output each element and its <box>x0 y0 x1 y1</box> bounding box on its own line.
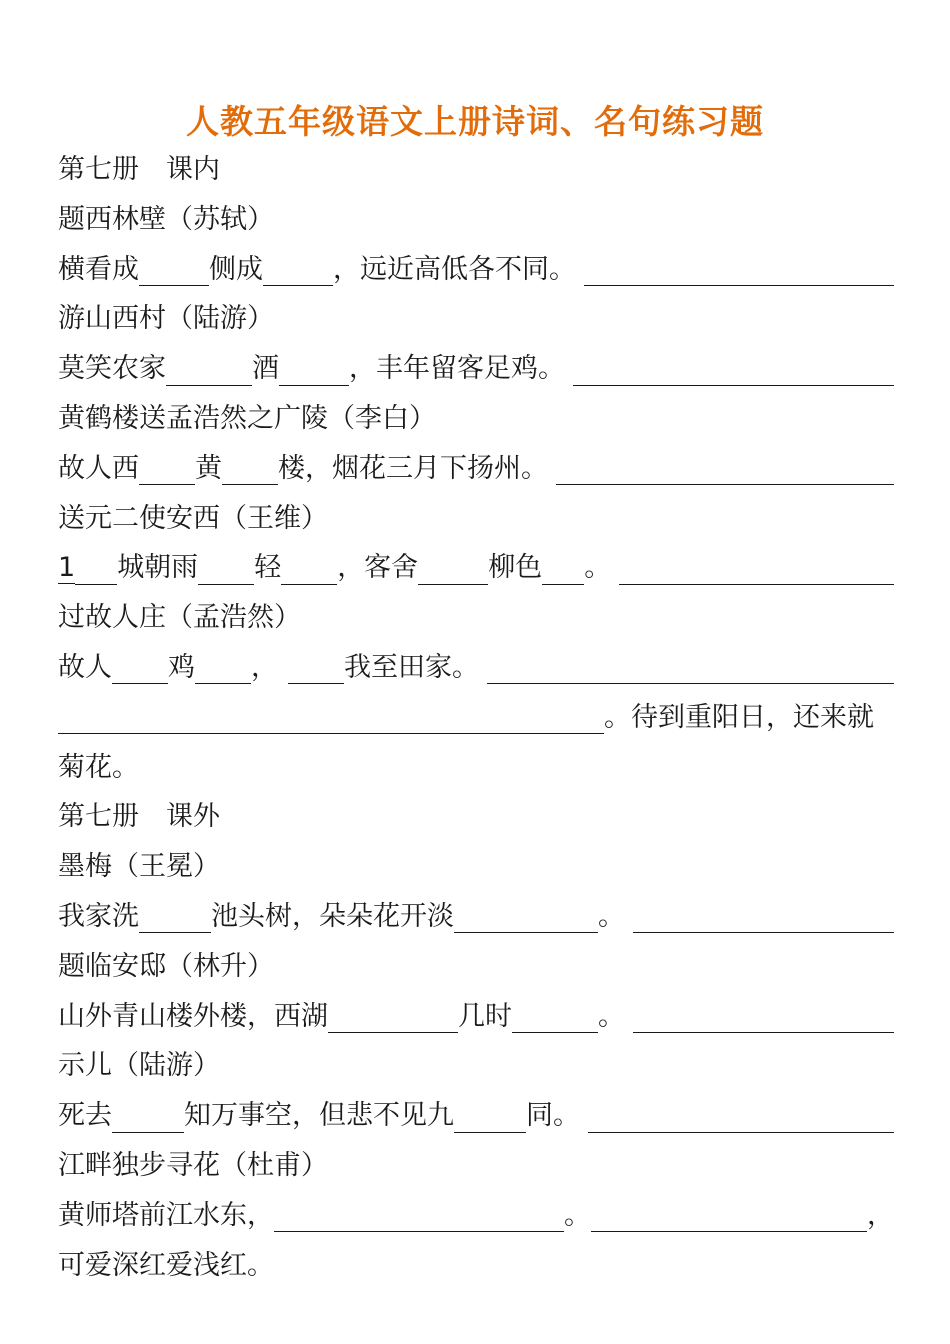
answer-blank[interactable] <box>75 554 117 585</box>
answer-blank[interactable] <box>274 1201 564 1232</box>
answer-blank[interactable] <box>633 902 894 933</box>
answer-blank[interactable] <box>263 255 333 286</box>
answer-blank[interactable] <box>139 255 209 286</box>
exercise-line: 1 城朝雨 轻 ，客舍 柳色 。 <box>58 543 894 593</box>
answer-blank[interactable] <box>573 355 894 386</box>
answer-blank[interactable] <box>279 355 349 386</box>
answer-blank[interactable] <box>584 255 894 286</box>
exercise-line: 菊花。 <box>58 751 139 783</box>
answer-blank[interactable] <box>487 653 894 684</box>
answer-blank[interactable] <box>222 454 278 485</box>
exercise-line: 我家洗 池头树，朵朵花开淡 。 <box>58 892 894 942</box>
answer-blank[interactable] <box>198 554 254 585</box>
answer-blank[interactable] <box>512 1002 598 1033</box>
answer-blank[interactable] <box>139 454 195 485</box>
answer-blank[interactable] <box>454 902 598 933</box>
section-heading <box>58 145 894 195</box>
answer-blank[interactable] <box>633 1002 894 1033</box>
exercise-line: 。待到重阳日，还来就 <box>58 693 894 743</box>
page-title: 人教五年级语文上册诗词、名句练习题 <box>186 102 764 141</box>
exercise-line: 横看成 侧成 ，远近高低各不同。 <box>58 245 894 295</box>
answer-blank[interactable] <box>418 554 488 585</box>
exercise-line: 可爱深红爱浅红。 <box>58 1249 274 1281</box>
poem-title: 题西林壁（苏轼） <box>58 203 274 235</box>
answer-blank[interactable] <box>288 653 344 684</box>
exercise-line: 山外青山楼外楼，西湖 几时 。 <box>58 992 894 1042</box>
answer-blank[interactable] <box>195 653 251 684</box>
answer-blank[interactable] <box>619 554 894 585</box>
exercise-list <box>58 145 894 1290</box>
poem-title: 游山西村（陆游） <box>58 303 274 335</box>
answer-blank[interactable] <box>281 554 337 585</box>
answer-blank[interactable] <box>112 1102 184 1133</box>
answer-blank[interactable] <box>591 1201 867 1232</box>
poem-title: 黄鹤楼送孟浩然之广陵（李白） <box>58 402 436 434</box>
answer-blank[interactable] <box>542 554 584 585</box>
section-label: 第七册 课外 <box>58 801 220 833</box>
answer-blank[interactable] <box>556 454 894 485</box>
exercise-line: 莫笑农家 酒 ，丰年留客足鸡。 <box>58 344 894 394</box>
answer-blank[interactable] <box>588 1102 894 1133</box>
exercise-line: 故人 鸡 ， 我至田家。 <box>58 643 894 693</box>
poem-title: 过故人庄（孟浩然） <box>58 602 301 634</box>
poem-title: 送元二使安西（王维） <box>58 502 328 534</box>
answer-blank[interactable] <box>328 1002 458 1033</box>
poem-title: 题临安邸（林升） <box>58 950 274 982</box>
section-label: 第七册 课内 <box>58 154 220 185</box>
exercise-line: 黄师塔前江水东， 。 ， <box>58 1199 894 1231</box>
exercise-line: 死去 知万事空，但悲不见九 同。 <box>58 1091 894 1141</box>
section-heading <box>58 792 894 842</box>
exercise-line: 故人西 黄 楼，烟花三月下扬州。 <box>58 444 894 494</box>
poem-title: 示儿（陆游） <box>58 1050 220 1082</box>
answer-blank[interactable] <box>454 1102 526 1133</box>
answer-blank[interactable] <box>139 902 211 933</box>
poem-title: 墨梅（王冕） <box>58 851 220 883</box>
blank-number: 1 <box>58 551 76 583</box>
answer-blank[interactable] <box>58 703 604 734</box>
answer-blank[interactable] <box>166 355 252 386</box>
answer-blank[interactable] <box>112 653 168 684</box>
poem-title: 江畔独步寻花（杜甫） <box>58 1149 328 1181</box>
